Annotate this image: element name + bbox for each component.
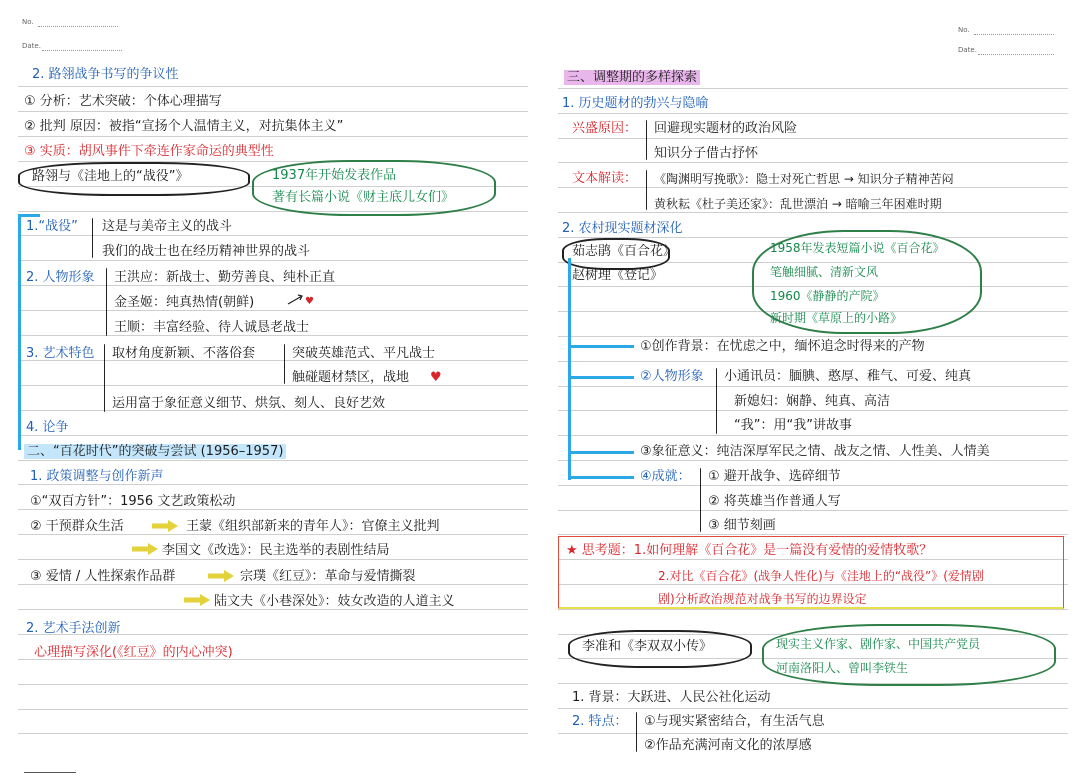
ru-bio-1: 1958年发表短篇小说《百合花》 bbox=[770, 241, 945, 255]
li-zhun-bio-2: 河南洛阳人、曾叫李铁生 bbox=[776, 661, 909, 675]
think-question-2: 2.对比《百合花》(战争人性化)与《洼地上的“战役”》(爱情剧 bbox=[658, 569, 984, 583]
art-d: 运用富于象征意义细节、烘氛、刻人、良好艺效 bbox=[112, 396, 386, 411]
features-label: 2. 特点： bbox=[572, 714, 628, 729]
essence-line: ③ 实质：胡风事件下牵连作家命运的典型性 bbox=[24, 144, 274, 159]
no-line bbox=[38, 26, 118, 27]
reading-a: 《陶渊明写挽歌》：隐士对死亡哲思 → 知识分子精神苦闷 bbox=[654, 172, 954, 186]
no-label: No. bbox=[22, 18, 34, 26]
ruled-line bbox=[558, 683, 1068, 684]
policy-a: ①“双百方针”：1956 文艺政策松动 bbox=[30, 494, 236, 509]
character-c: “我”：用“我”讲故事 bbox=[734, 418, 852, 433]
reason-label: 兴盛原因： bbox=[572, 121, 638, 136]
ruled-line bbox=[18, 709, 528, 710]
ruled-line bbox=[18, 136, 528, 137]
background-line: 1. 背景：大跃进、人民公社化运动 bbox=[572, 690, 771, 705]
policy-heading: 1. 政策调整与创作新声 bbox=[30, 469, 164, 484]
history-heading: 1. 历史题材的勃兴与隐喻 bbox=[562, 96, 709, 111]
zhao-shuli: 赵树理《登记》 bbox=[572, 268, 664, 283]
think-question-1: ★ 思考题：1.如何理解《百合花》是一篇没有爱情的爱情牧歌？ bbox=[566, 543, 933, 558]
brace bbox=[104, 344, 105, 412]
cloud-li-zhun-bio bbox=[762, 624, 1056, 686]
criticism-line: ② 批判 原因：被指“宣扬个人温情主义，对抗集体主义” bbox=[24, 119, 344, 134]
ruled-line bbox=[18, 111, 528, 112]
ruled-line bbox=[18, 260, 528, 261]
symbolic-meaning: ③象征意义：纯洁深厚军民之情、战友之情、人性美、人情美 bbox=[640, 444, 990, 459]
date-line bbox=[978, 54, 1054, 55]
brace bbox=[636, 712, 637, 752]
policy-b: ② 干预群众生活 bbox=[30, 519, 124, 534]
creation-background: ①创作背景：在忧虑之中，缅怀追念时得来的产物 bbox=[640, 339, 925, 354]
ruled-line bbox=[558, 460, 1068, 461]
battle-b: 我们的战士也在经历精神世界的战斗 bbox=[102, 244, 311, 259]
debate-label: 4. 论争 bbox=[26, 420, 69, 435]
art-b: 突破英雄范式、平凡战士 bbox=[292, 346, 436, 361]
character-c: 王顺：丰富经验、待人诚恳老战士 bbox=[114, 320, 310, 335]
blue-branch bbox=[568, 345, 634, 348]
character-b: 新媳妇：娴静、纯真、高洁 bbox=[734, 394, 891, 409]
blue-vertical-bar bbox=[18, 214, 21, 450]
ruled-line bbox=[18, 385, 528, 386]
policy-d: ③ 爱情 / 人性探索作品群 bbox=[30, 569, 176, 584]
ruled-line bbox=[558, 162, 1068, 163]
blue-branch bbox=[568, 376, 634, 379]
arrow-heart-icon bbox=[286, 292, 316, 308]
date-label: Date. bbox=[22, 42, 41, 50]
policy-b2: 王蒙《组织部新来的青年人》：官僚主义批判 bbox=[186, 519, 440, 534]
section-three-heading: 三、调整期的多样探索 bbox=[564, 70, 700, 86]
achievement-a: ① 避开战争、选碎细节 bbox=[708, 469, 841, 484]
battle-label: 1.“战役” bbox=[26, 219, 78, 234]
art-method-a: 心理描写深化(《红豆》的内心冲突) bbox=[34, 645, 233, 660]
arrow-icon bbox=[130, 541, 160, 557]
achievement-label: ④成就： bbox=[640, 469, 691, 484]
brace bbox=[106, 268, 107, 336]
blue-branch bbox=[568, 451, 634, 454]
think-question-3: 剧)分析政治规范对战争书写的边界设定 bbox=[658, 592, 867, 606]
date-label: Date. bbox=[958, 46, 977, 54]
lu-ling-title: 路翎与《洼地上的“战役”》 bbox=[32, 169, 189, 184]
analysis-line: ① 分析：艺术突破：个体心理描写 bbox=[24, 94, 222, 109]
heading-war-writing: 2. 路翎战争书写的争议性 bbox=[32, 67, 179, 82]
ruled-line bbox=[558, 410, 1068, 411]
art-c: 触碰题材禁区，战地 bbox=[292, 370, 410, 385]
ruled-line bbox=[558, 187, 1068, 188]
ruled-line bbox=[558, 88, 1068, 89]
ru-bio-4: 新时期《草原上的小路》 bbox=[770, 311, 903, 325]
heart-icon: ♥ bbox=[430, 370, 442, 385]
brace bbox=[700, 468, 701, 532]
right-notebook-page bbox=[540, 0, 1080, 777]
character-a: 小通讯员：腼腆、憨厚、稚气、可爱、纯真 bbox=[724, 369, 972, 384]
ruled-line bbox=[558, 212, 1068, 213]
no-line bbox=[974, 34, 1054, 35]
brace bbox=[646, 170, 647, 210]
feature-b: ②作品充满河南文化的浓厚感 bbox=[644, 738, 812, 753]
reading-label: 文本解读： bbox=[572, 171, 638, 186]
achievement-b: ② 将英雄当作普通人写 bbox=[708, 494, 841, 509]
art-a: 取材角度新颖、不落俗套 bbox=[112, 346, 256, 361]
date-line bbox=[42, 50, 122, 51]
ruled-line bbox=[558, 435, 1068, 436]
arrow-icon bbox=[182, 592, 212, 608]
blue-branch bbox=[568, 476, 634, 479]
brace bbox=[646, 120, 647, 160]
policy-e: 陆文夫《小巷深处》：妓女改造的人道主义 bbox=[214, 594, 455, 609]
svg-text:♥: ♥ bbox=[305, 296, 314, 307]
section-two-heading: 二、“百花时代”的突破与尝试 (1956–1957) bbox=[24, 444, 286, 460]
ruled-line bbox=[18, 86, 528, 87]
arrow-icon bbox=[150, 518, 180, 534]
ruled-line bbox=[18, 310, 528, 311]
arrow-icon bbox=[206, 568, 236, 584]
ruled-line bbox=[558, 336, 1068, 337]
achievement-c: ③ 细节刻画 bbox=[708, 518, 776, 533]
ruled-line bbox=[558, 361, 1068, 362]
character-a: 王洪应：新战士、勤劳善良、纯朴正直 bbox=[114, 270, 336, 285]
blue-bar-top bbox=[18, 214, 40, 217]
characters-label: ②人物形象 bbox=[640, 369, 704, 384]
ruled-line bbox=[18, 733, 528, 734]
ru-bio-2: 笔触细腻、清新文风 bbox=[770, 265, 879, 279]
ruled-line bbox=[558, 113, 1068, 114]
brace bbox=[92, 218, 93, 258]
li-zhun-bio-1: 现实主义作家、剧作家、中国共产党员 bbox=[776, 637, 981, 651]
li-zhun-title: 李准和《李双双小传》 bbox=[582, 639, 713, 654]
ru-bio-3: 1960《静静的产院》 bbox=[770, 289, 885, 303]
art-features-label: 3. 艺术特色 bbox=[26, 346, 95, 361]
art-method-heading: 2. 艺术手法创新 bbox=[26, 621, 121, 636]
ruled-line bbox=[18, 684, 528, 685]
blue-vertical-bar bbox=[568, 258, 571, 480]
ru-zhijuan: 茹志鹃《百合花》 bbox=[572, 244, 677, 259]
reading-b: 黄秋耘《杜子美还家》：乱世漂泊 → 暗喻三年困难时期 bbox=[654, 197, 942, 211]
ruled-line bbox=[558, 708, 1068, 709]
policy-d2: 宗璞《红豆》：革命与爱情撕裂 bbox=[240, 569, 416, 584]
ruled-line bbox=[558, 386, 1068, 387]
bio-line-1: 1937年开始发表作品 bbox=[272, 168, 397, 183]
battle-a: 这是与美帝主义的战斗 bbox=[102, 219, 233, 234]
rural-heading: 2. 农村现实题材深化 bbox=[562, 221, 683, 236]
bio-line-2: 著有长篇小说《财主底儿女们》 bbox=[272, 190, 455, 205]
reason-b: 知识分子借古抒怀 bbox=[654, 146, 759, 161]
reason-a: 回避现实题材的政治风险 bbox=[654, 121, 798, 136]
ruled-line bbox=[558, 733, 1068, 734]
ruled-line bbox=[18, 559, 528, 560]
ruled-line bbox=[18, 435, 528, 436]
brace bbox=[284, 344, 285, 384]
ruled-line bbox=[18, 235, 528, 236]
character-b: 金圣姬：纯真热情(朝鲜) bbox=[114, 295, 255, 310]
no-label: No. bbox=[958, 26, 970, 34]
brace bbox=[716, 368, 717, 434]
characters-label: 2. 人物形象 bbox=[26, 270, 95, 285]
ruled-line bbox=[558, 138, 1068, 139]
footer-line bbox=[24, 772, 76, 773]
feature-a: ①与现实紧密结合，有生活气息 bbox=[644, 714, 825, 729]
policy-c: 李国文《改选》：民主选举的表剧性结局 bbox=[162, 543, 390, 558]
